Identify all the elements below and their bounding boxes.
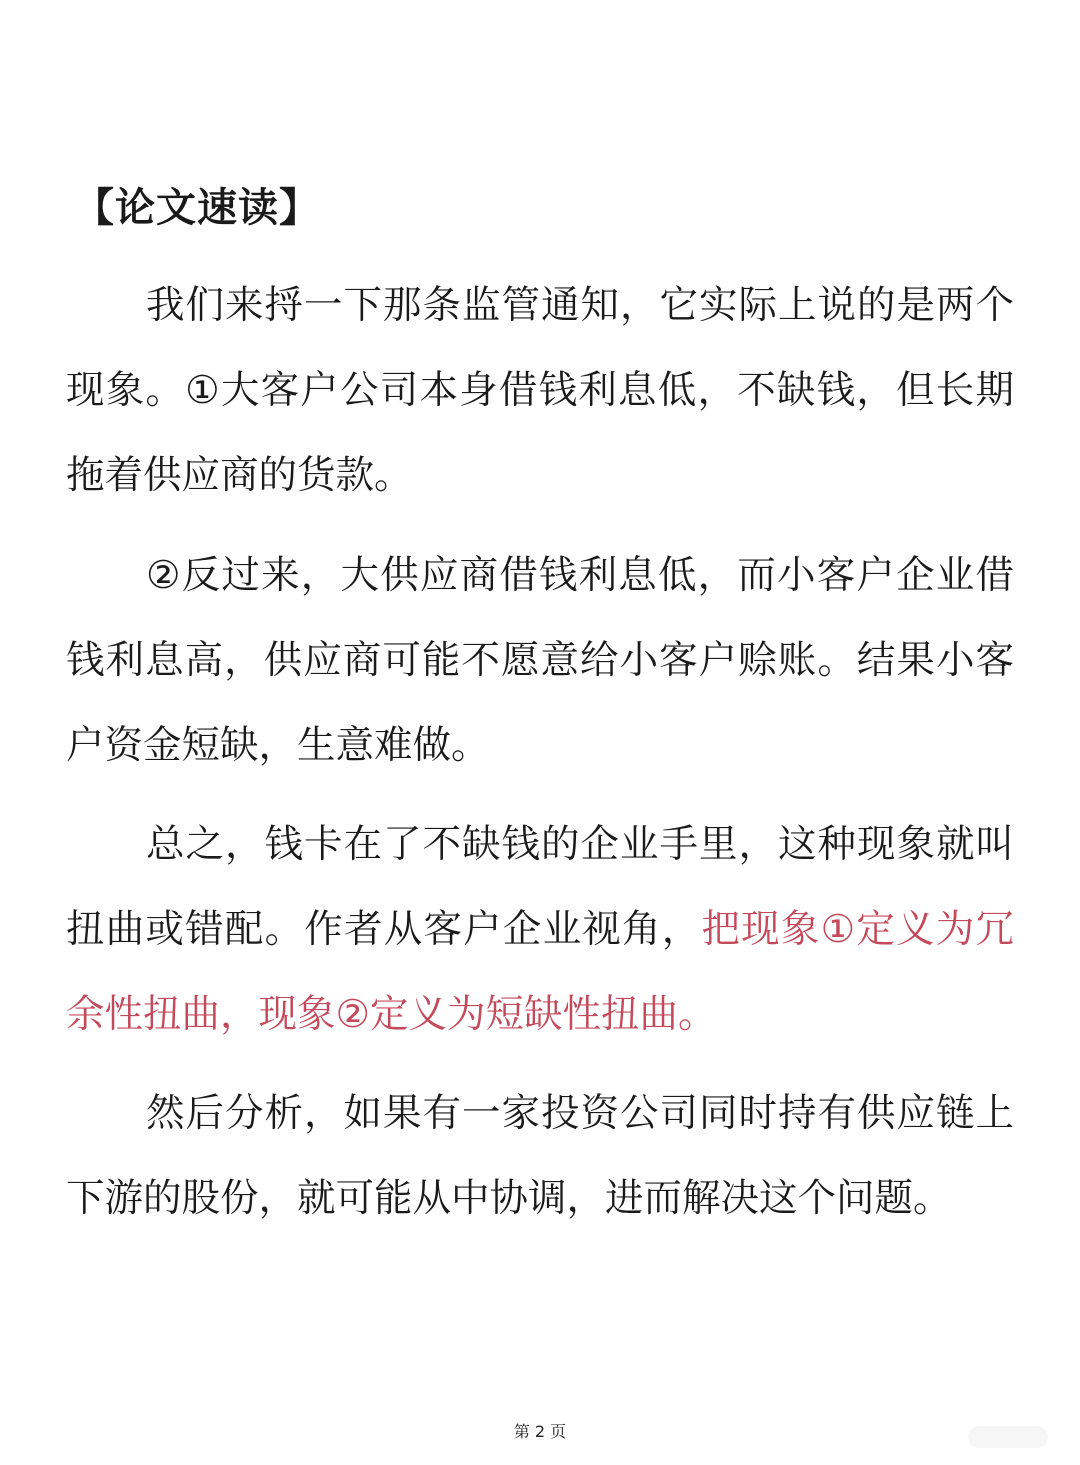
paragraph-3-text: 总之，钱卡在了不缺钱的企业手里，这种现象就叫扭曲或错配。作者从客户企业视角，: [66, 822, 1014, 952]
highlighted-definition: 把现象①定义为冗余性扭曲，现象②定义为短缺性扭曲。: [66, 907, 1014, 1037]
paragraph-4: [66, 1071, 1014, 1241]
paragraph-2: [66, 533, 1014, 788]
watermark-logo: [968, 1426, 1048, 1448]
page-number: 第 2 页: [513, 1422, 567, 1441]
paragraph-2-text: ②反过来，大供应商借钱利息低，而小客户企业借钱利息高，供应商可能不愿意给小客户赊账。结果小客户资金短缺，生意难做。: [66, 553, 1014, 768]
paragraph-1-text: 我们来捋一下那条监管通知，它实际上说的是两个现象。①大客户公司本身借钱利息低，不缺钱，但长期拖着供应商的货款。: [66, 283, 1014, 498]
paragraph-3: [66, 802, 1014, 1057]
paragraph-4-text: 然后分析，如果有一家投资公司同时持有供应链上下游的股份，就可能从中协调，进而解决这个问题。: [66, 1091, 1014, 1221]
section-heading: 【论文速读】: [74, 185, 320, 231]
paragraph-1: [66, 263, 1014, 518]
